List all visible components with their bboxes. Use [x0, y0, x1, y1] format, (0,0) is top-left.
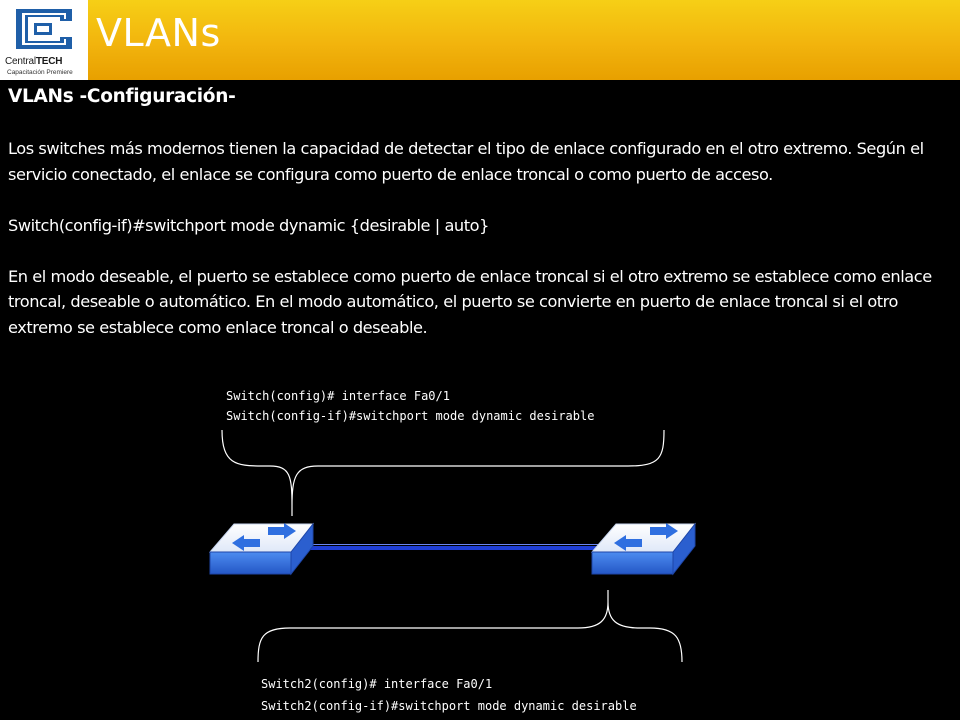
switch2-config-brace [258, 590, 682, 662]
logo-tagline: Capacitación Premiere [7, 69, 73, 76]
command-syntax: Switch(config-if)#switchport mode dynamic {desirable | auto} [8, 215, 489, 235]
intro-paragraph: Los switches más modernos tienen la capacidad de detectar el tipo de enlace configurado en el otro extremo. Según el servicio conectado, el enlace se configura como puerto de enlace troncal o como puerto de acceso. [8, 139, 924, 184]
switch2-icon [592, 523, 695, 574]
switch1-config-brace [222, 430, 664, 516]
switch1-icon [210, 523, 313, 574]
header-bar [0, 0, 960, 80]
slide-title: VLANs [96, 11, 221, 55]
slide-content [8, 84, 952, 366]
switch1-command-line: Switch(config)# interface Fa0/1 [226, 389, 450, 403]
switch1-command-line: Switch(config-if)#switchport mode dynamic desirable [226, 409, 595, 423]
modes-paragraph: En el modo deseable, el puerto se establece como puerto de enlace troncal si el otro extremo se establece como enlace troncal, deseable o automático. En el modo automático, el puerto se convierte en puerto de enlace troncal si el otro extremo se establece como enlace troncal o deseable. [8, 266, 932, 337]
logo-name: CentralTECH [5, 56, 63, 67]
centraltech-logo-icon [8, 3, 80, 55]
centraltech-logo [0, 0, 88, 80]
trunk-link-cable [298, 546, 598, 550]
switch2-command-line: Switch2(config-if)#switchport mode dynamic desirable [261, 699, 637, 713]
network-diagram [0, 380, 960, 720]
switch2-command-line: Switch2(config)# interface Fa0/1 [261, 677, 493, 691]
section-heading: VLANs -Configuración- [8, 86, 236, 107]
